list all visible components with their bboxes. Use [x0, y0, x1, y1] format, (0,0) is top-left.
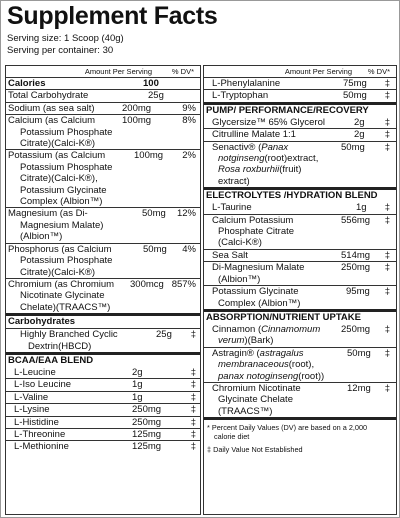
- chromium-row: Chromium (as Chromium 300mcg 857% Nicotinate Glycinate Chelate)(TRAACS™): [6, 278, 200, 313]
- ingredient-name: L-Iso Leucine: [14, 379, 72, 391]
- ingredient-name: L-Phenylalanine: [212, 78, 281, 89]
- ingredient-amount: 2g: [132, 366, 143, 378]
- calcium-potassium-row: Calcium Potassium 556mg ‡ Phosphate Citrate (Calci-K®): [204, 214, 396, 249]
- citrulline-row: Citrulline Malate 1:1 2g ‡: [204, 128, 396, 140]
- potassium-glycinate-row: Potassium Glycinate 95mg ‡ Complex (Albion™): [204, 285, 396, 309]
- right-column: [203, 65, 397, 515]
- ingredient-name: L-Tryptophan: [212, 90, 269, 102]
- right-column-header: Amount Per Serving % DV*: [204, 66, 396, 78]
- pump-performance-heading: PUMP/ PERFORMANCE/RECOVERY: [204, 102, 396, 117]
- ingredient-amount: 250mg: [132, 416, 162, 428]
- magnesium-row: Magnesium (as Di- 50mg 12% Magnesium Malate) (Albion™): [6, 207, 200, 242]
- list-item: [6, 403, 200, 415]
- ingredient-dv: ‡: [190, 441, 196, 453]
- servings-per-container: Serving per container: 30: [7, 45, 114, 56]
- ingredient-amount: 125mg: [132, 428, 162, 440]
- sea-salt-row: Sea Salt 514mg ‡: [204, 249, 396, 261]
- cinnamon-row: Cinnamon (Cinnamomum 250mg ‡ verum)(Bark): [212, 323, 390, 347]
- hbcd-row: Highly Branched Cyclic 25g ‡ Dextrin(HBCD): [6, 328, 200, 352]
- ingredient-dv: ‡: [190, 379, 196, 391]
- ingredient-name: L-Histidine: [14, 416, 59, 428]
- ingredient-name: L-Threonine: [14, 428, 66, 440]
- calories-row: Calories 100: [8, 78, 159, 89]
- list-item: [6, 428, 200, 440]
- chromium-nicotinate-row: Chromium Nicotinate 12mg ‡ Glycinate Chelate (TRAACS™): [204, 382, 396, 417]
- ingredient-name: L-Leucine: [14, 366, 56, 378]
- list-item: [6, 367, 200, 378]
- ingredient-amount: 1g: [132, 379, 143, 391]
- bcaa-eaa-heading: BCAA/EAA BLEND: [6, 352, 200, 367]
- left-column-header: Amount Per Serving % DV*: [6, 66, 200, 78]
- bcaa-list: [6, 367, 200, 453]
- potassium-row: Potassium (as Calcium 100mg 2% Potassium Phosphate Citrate)(Calci-K®), Potassium Glycinate Complex (Albion™): [6, 149, 200, 207]
- senactiv-row: Senactiv® (Panax 50mg ‡ notginseng(root)extract, Rosa roxburhii(fruit) extract): [204, 141, 396, 188]
- total-carbohydrate-row: Total Carbohydrate 25g: [6, 89, 200, 101]
- di-magnesium-row: Di-Magnesium Malate 250mg ‡ (Albion™): [204, 261, 396, 285]
- ingredient-amount: 250mg: [132, 404, 162, 416]
- sodium-row: Sodium (as sea salt) 200mg 9%: [6, 102, 200, 114]
- taurine-row: L-Taurine 1g ‡: [212, 202, 390, 214]
- ingredient-dv: ‡: [190, 391, 196, 403]
- ingredient-name: L-Valine: [14, 391, 49, 403]
- list-item: [204, 89, 396, 101]
- footnotes: [204, 417, 396, 454]
- ingredient-dv: ‡: [190, 416, 196, 428]
- electrolytes-heading: ELECTROLYTES /HYDRATION BLEND: [204, 187, 396, 202]
- calcium-row: Calcium (as Calcium 100mg 8% Potassium Phosphate Citrate)(Calci-K®): [6, 114, 200, 149]
- footnote-dv: * Percent Daily Values (DV) are based on a 2,000: [207, 423, 368, 433]
- ingredient-amount: 50mg: [343, 90, 367, 102]
- ingredient-amount: 125mg: [132, 441, 162, 453]
- left-column: [5, 65, 201, 515]
- label-title: Supplement Facts: [7, 2, 218, 30]
- list-item: [6, 378, 200, 390]
- list-item: [204, 78, 396, 89]
- ingredient-dv: ‡: [384, 78, 390, 89]
- ingredient-dv: ‡: [190, 366, 196, 378]
- ingredient-amount: 75mg: [343, 78, 367, 89]
- ingredient-name: L-Methionine: [14, 441, 69, 453]
- amino-continued-list: [204, 78, 396, 102]
- serving-size: Serving size: 1 Scoop (40g): [7, 33, 124, 44]
- list-item: [6, 391, 200, 403]
- ingredient-name: L-Lysine: [14, 404, 50, 416]
- absorption-heading: ABSORPTION/NUTRIENT UPTAKE: [204, 309, 396, 324]
- glycersize-row: Glycersize™ 65% Glycerol 2g ‡: [212, 116, 390, 128]
- astragin-row: Astragin® (astragalus 50mg ‡ membranaceous(root), panax notoginseng(root)): [204, 347, 396, 382]
- carbohydrates-heading: Carbohydrates: [6, 313, 200, 328]
- list-item: [6, 440, 200, 452]
- list-item: [6, 416, 200, 428]
- footnote-not-established: ‡ Daily Value Not Established: [207, 444, 303, 454]
- footnote-calorie: calorie diet: [214, 432, 250, 442]
- ingredient-dv: ‡: [190, 428, 196, 440]
- ingredient-amount: 1g: [132, 391, 143, 403]
- ingredient-dv: ‡: [190, 404, 196, 416]
- ingredient-dv: ‡: [384, 90, 390, 102]
- phosphorus-row: Phosphorus (as Calcium 50mg 4% Potassium Phosphate Citrate)(Calci-K®): [6, 243, 200, 278]
